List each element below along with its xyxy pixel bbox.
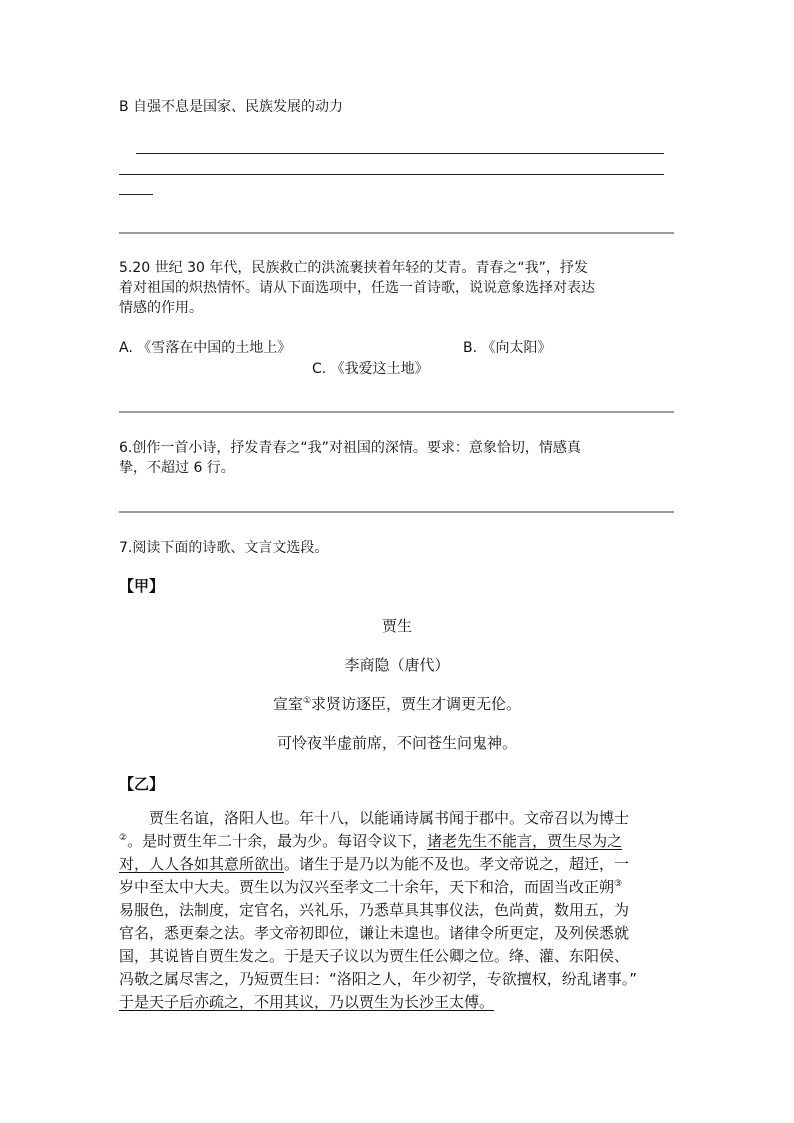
- footnote-mark: ①: [302, 696, 312, 706]
- passage-line: 对，人人各如其意所欲出。诸生于是乃以为能不及也。孝文帝说之，超迁，一: [119, 855, 630, 873]
- passage-line: [119, 991, 694, 1014]
- q7-intro: 7.阅读下面的诗歌、文言文选段。: [119, 540, 329, 556]
- q5-prompt-line: 情感的作用。: [119, 300, 203, 316]
- passage-line: 易服色，法制度，定官名，兴礼乐，乃悉草具其事仪法，色尚黄，数用五，为: [119, 901, 630, 919]
- underlined-text: 诸老先生不能言，贾生尽为之: [427, 832, 623, 850]
- q5-option-a: A. 《雪落在中国的土地上》: [119, 340, 292, 356]
- footnote-mark: ③: [614, 879, 623, 889]
- underlined-text: 于是天子后亦疏之，不用其议，乃以贾生为长沙王太傅。: [119, 993, 495, 1011]
- footnote-mark: ②: [119, 833, 128, 843]
- answer-line: [136, 153, 664, 154]
- section-divider: [119, 511, 674, 513]
- classical-passage: [119, 807, 694, 1014]
- q5-option-b: B. 《向太阳》: [463, 340, 552, 356]
- poem-title: 贾生: [381, 617, 412, 635]
- underlined-text: 对，人人各如其意所欲出: [119, 855, 285, 873]
- passage-line: 冯敬之属尽害之，乃短贾生曰：“洛阳之人，年少初学，专欲擅权，纷乱诸事。”: [119, 970, 638, 988]
- section-divider: [119, 411, 674, 413]
- section-label-jia: 【甲】: [119, 577, 165, 595]
- passage-line: ②。是时贾生年二十余，最为少。每诏令议下，诸老先生不能言，贾生尽为之: [119, 832, 623, 850]
- q4-option-b: B 自强不息是国家、民族发展的动力: [119, 99, 344, 115]
- answer-line: [119, 194, 153, 195]
- poem-line: 宣室①求贤访逐臣，贾生才调更无伦。: [272, 695, 522, 713]
- answer-line: [119, 174, 664, 175]
- poem-line: 可怜夜半虚前席，不问苍生问鬼神。: [276, 734, 517, 752]
- passage-line: 官名，悉更秦之法。孝文帝初即位，谦让未遑也。诸律令所更定，及列侯悉就: [119, 924, 630, 942]
- poem-author: 李商隐（唐代）: [344, 656, 450, 674]
- section-divider: [119, 232, 674, 234]
- q6-prompt-line: 6.创作一首小诗，抒发青春之“我”对祖国的深情。要求：意象恰切，情感真: [119, 440, 581, 456]
- passage-line: 岁中至太中大夫。贾生以为汉兴至孝文二十余年，天下和洽，而固当改正朔③: [119, 878, 623, 896]
- q5-prompt-line: 5.20 世纪 30 年代，民族救亡的洪流裹挟着年轻的艾青。青春之“我”，抒发: [119, 260, 588, 276]
- q5-option-c: C. 《我爱这土地》: [312, 361, 429, 377]
- q6-prompt-line: 挚，不超过 6 行。: [119, 460, 235, 476]
- q5-prompt-line: 着对祖国的炽热情怀。请从下面选项中，任选一首诗歌，说说意象选择对表达: [119, 280, 595, 296]
- section-label-yi: 【乙】: [119, 775, 165, 793]
- passage-line: 贾生名谊，洛阳人也。年十八，以能诵诗属书闻于郡中。文帝召以为博士: [149, 809, 630, 827]
- passage-line: 国，其说皆自贾生发之。于是天子议以为贾生任公卿之位。绛、灌、东阳侯、: [119, 947, 630, 965]
